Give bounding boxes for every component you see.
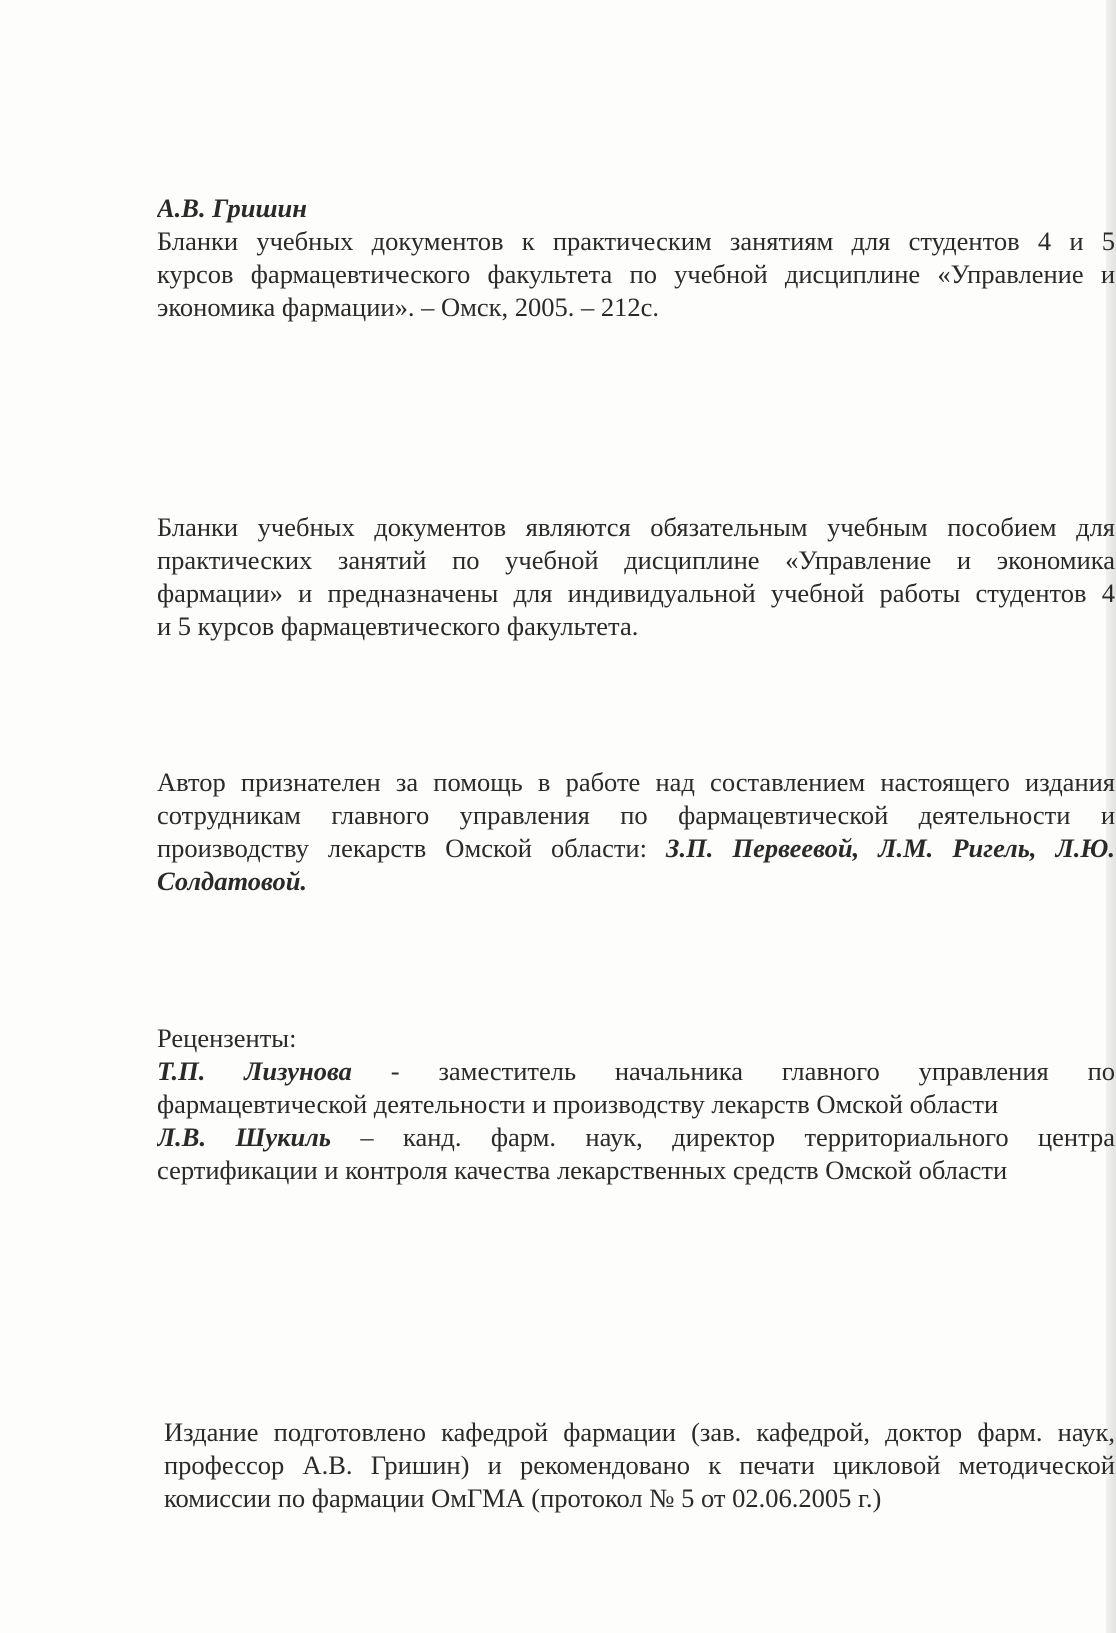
reviewer-1-name: Т.П. Лизунова (157, 1056, 352, 1086)
reviewer-2-line-1 (157, 1121, 1115, 1154)
purpose-line-3: фармации» и предназначены для индивидуальной учебной работы студентов 4 (157, 578, 1115, 608)
purpose-line-2: практических занятий по учебной дисциплине «Управление и экономика (157, 545, 1115, 575)
reviewer-1-title: - заместитель начальника главного управления по (351, 1056, 1115, 1086)
reviewer-1-line-2: фармацевтической деятельности и производству лекарств Омской области (157, 1089, 999, 1119)
reviewer-1-line-1 (157, 1055, 1115, 1088)
acknowledgements-paragraph (157, 766, 1115, 898)
purpose-line-1: Бланки учебных документов являются обязательным учебным пособием для (157, 512, 1115, 542)
purpose-line-4: и 5 курсов фармацевтического факультета. (157, 611, 639, 641)
reviewers-heading: Рецензенты: (157, 1023, 297, 1053)
thanks-names: З.П. Первеевой, Л.М. Ригель, Л.Ю. (666, 833, 1115, 863)
bibliographic-line-3: экономика фармации». – Омск, 2005. – 212с. (157, 292, 659, 322)
thanks-names-continued: Солдатовой. (157, 866, 308, 896)
edition-line-1: Издание подготовлено кафедрой фармации (зав. кафедрой, доктор фарм. наук, (164, 1417, 1115, 1447)
bibliographic-block (157, 192, 1115, 324)
thanks-line-3 (157, 832, 1115, 865)
edition-line-3: комиссии по фармации ОмГМА (протокол № 5 от 02.06.2005 г.) (164, 1483, 882, 1513)
thanks-line-3-text: производству лекарств Омской области: (157, 833, 667, 863)
purpose-paragraph (157, 511, 1115, 643)
edition-line-2: профессор А.В. Гришин) и рекомендовано к печати цикловой методической (164, 1450, 1115, 1480)
bibliographic-line-2: курсов фармацевтического факультета по учебной дисциплине «Управление и (157, 259, 1115, 289)
thanks-line-1: Автор признателен за помощь в работе над составлением настоящего издания (157, 767, 1115, 797)
reviewer-2-name: Л.В. Шукиль (157, 1122, 331, 1152)
author-name: А.В. Гришин (157, 193, 308, 223)
thanks-line-2: сотрудникам главного управления по фармацевтической деятельности и (157, 800, 1115, 830)
bibliographic-line-1: Бланки учебных документов к практическим занятиям для студентов 4 и 5 (157, 226, 1115, 256)
edition-note (164, 1416, 1115, 1515)
reviewer-2-line-2: сертификации и контроля качества лекарственных средств Омской области (157, 1155, 1008, 1185)
reviewer-2-title: – канд. фарм. наук, директор территориального центра (330, 1122, 1115, 1152)
reviewers-section (157, 1022, 1115, 1187)
